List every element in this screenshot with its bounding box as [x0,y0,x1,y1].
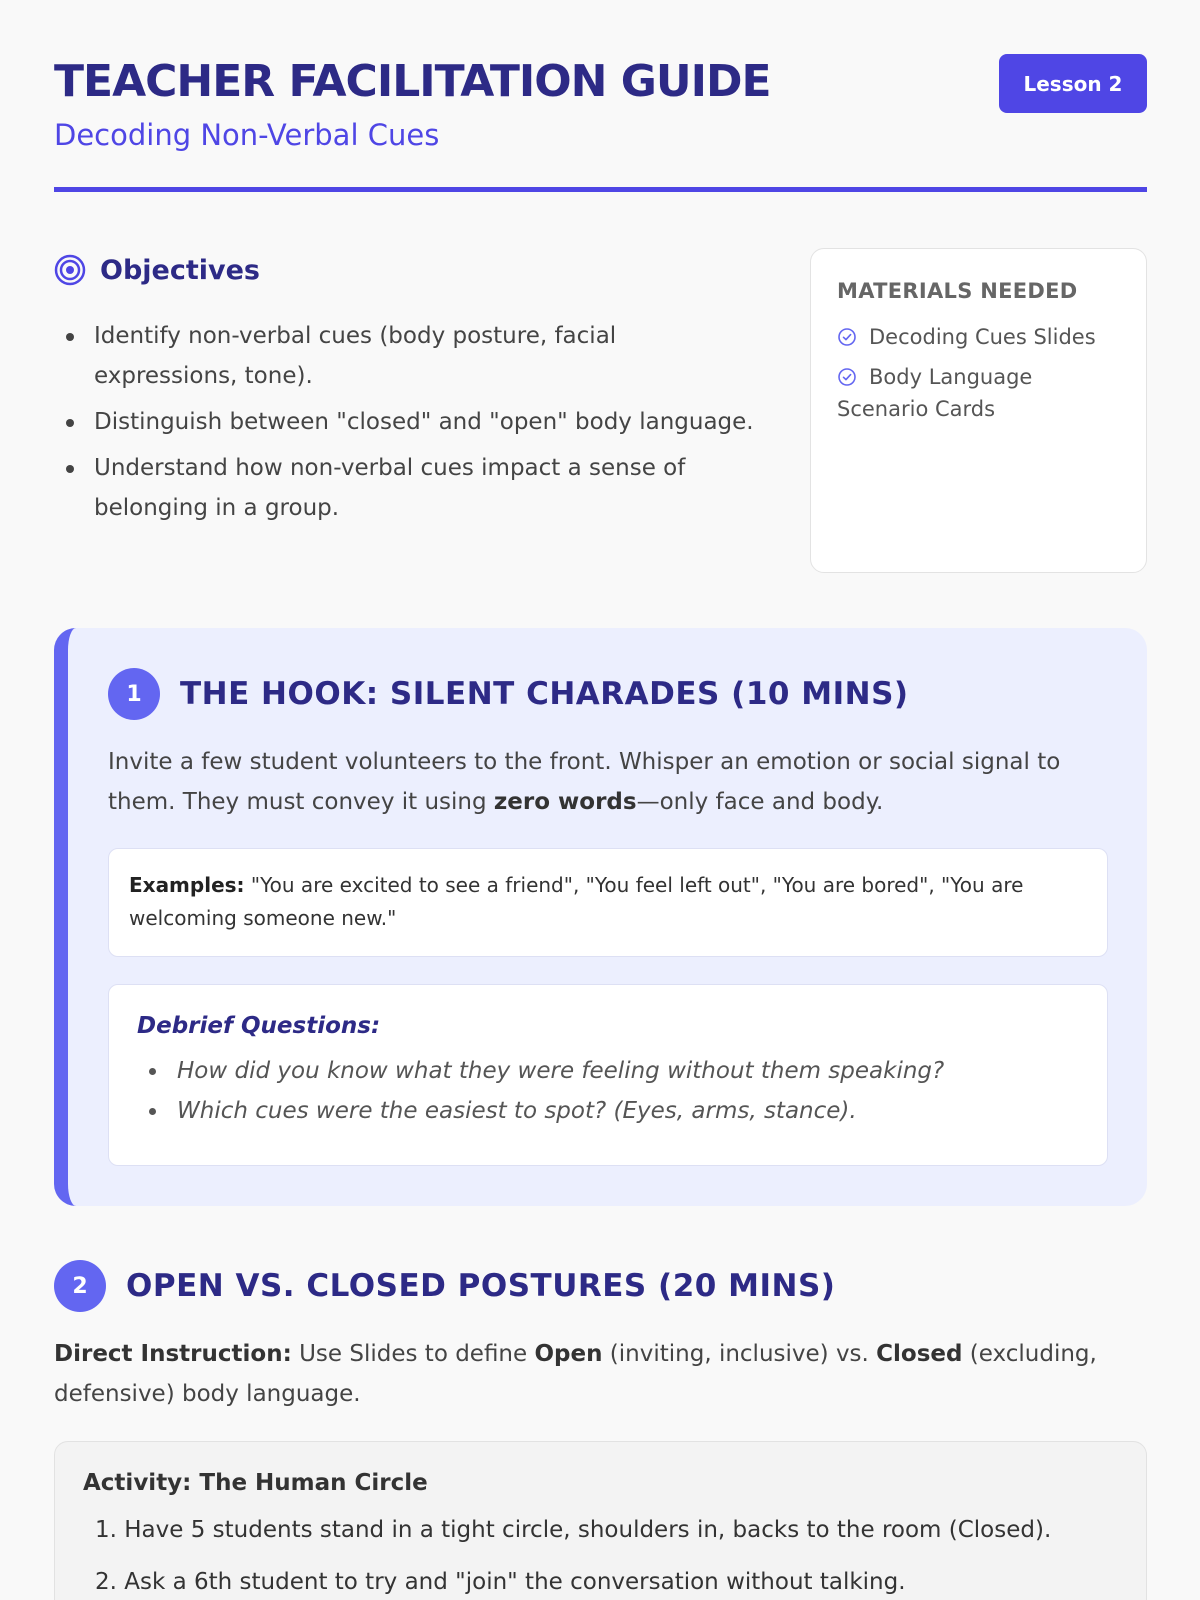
examples-box [108,848,1108,957]
section-title: OPEN VS. CLOSED POSTURES (20 MINS) [126,1268,836,1304]
page-subtitle: Decoding Non-Verbal Cues [54,118,440,152]
closed-term: Closed [876,1341,963,1367]
debrief-question: Which cues were the easiest to spot? (Eyes, arms, stance). [137,1091,1079,1131]
objectives-list [54,316,754,528]
open-term: Open [534,1341,603,1367]
description-emphasis: zero words [493,789,637,815]
activity-steps [83,1510,1118,1600]
objectives-title: Objectives [100,254,260,286]
material-item [837,321,1120,353]
instruction-text: Use Slides to define [291,1341,535,1367]
section-description [108,742,1098,822]
instruction-text: (excluding, defensive) body language. [54,1341,1097,1407]
objectives-section [54,250,754,534]
check-circle-icon [837,327,857,347]
check-circle-icon [837,367,857,387]
instruction-label: Direct Instruction: [54,1341,292,1367]
header-divider [54,187,1147,192]
examples-text: "You are excited to see a friend", "You feel left out", "You are bored", "You are welcoming someone new." [129,873,1024,930]
direct-instruction [54,1334,1147,1414]
section-title: THE HOOK: SILENT CHARADES (10 MINS) [180,676,909,712]
objective-item: Understand how non-verbal cues impact a sense of belonging in a group. [54,448,754,528]
objective-item: Distinguish between "closed" and "open" body language. [54,402,754,442]
facilitation-guide-page [54,0,1147,1595]
target-icon [54,254,86,286]
description-text: Invite a few student volunteers to the front. Whisper an emotion or social signal to them. They must convey it using [108,749,1061,815]
material-label: Body Language Scenario Cards [837,365,1033,421]
description-text: —only face and body. [636,789,884,815]
page-title: TEACHER FACILITATION GUIDE [54,56,771,107]
debrief-question: How did you know what they were feeling without them speaking? [137,1051,1079,1091]
section-heading [54,1260,835,1312]
debrief-title: Debrief Questions: [137,1013,381,1039]
materials-title: MATERIALS NEEDED [837,279,1078,303]
examples-label: Examples: [129,873,245,897]
activity-step: 2. Ask a 6th student to try and "join" the conversation without talking. [95,1569,906,1595]
debrief-list [137,1051,1079,1131]
objective-item: Identify non-verbal cues (body posture, facial expressions, tone). [54,316,754,396]
guide-header [54,0,1147,195]
activity-box [54,1441,1147,1600]
materials-card [810,248,1147,573]
activity-step: 1. Have 5 students stand in a tight circle, shoulders in, backs to the room (Closed). [95,1517,1052,1543]
debrief-box [108,984,1108,1166]
instruction-text: (inviting, inclusive) vs. [602,1341,877,1367]
step-number-badge: 2 [54,1260,106,1312]
material-item [837,361,1120,425]
lesson-badge: Lesson 2 [999,54,1147,113]
step-number-badge: 1 [108,668,160,720]
material-label: Decoding Cues Slides [869,325,1096,349]
activity-title: Activity: The Human Circle [83,1470,428,1496]
section-hook [54,628,1147,1206]
section-heading [108,668,909,720]
objectives-heading [54,250,754,290]
